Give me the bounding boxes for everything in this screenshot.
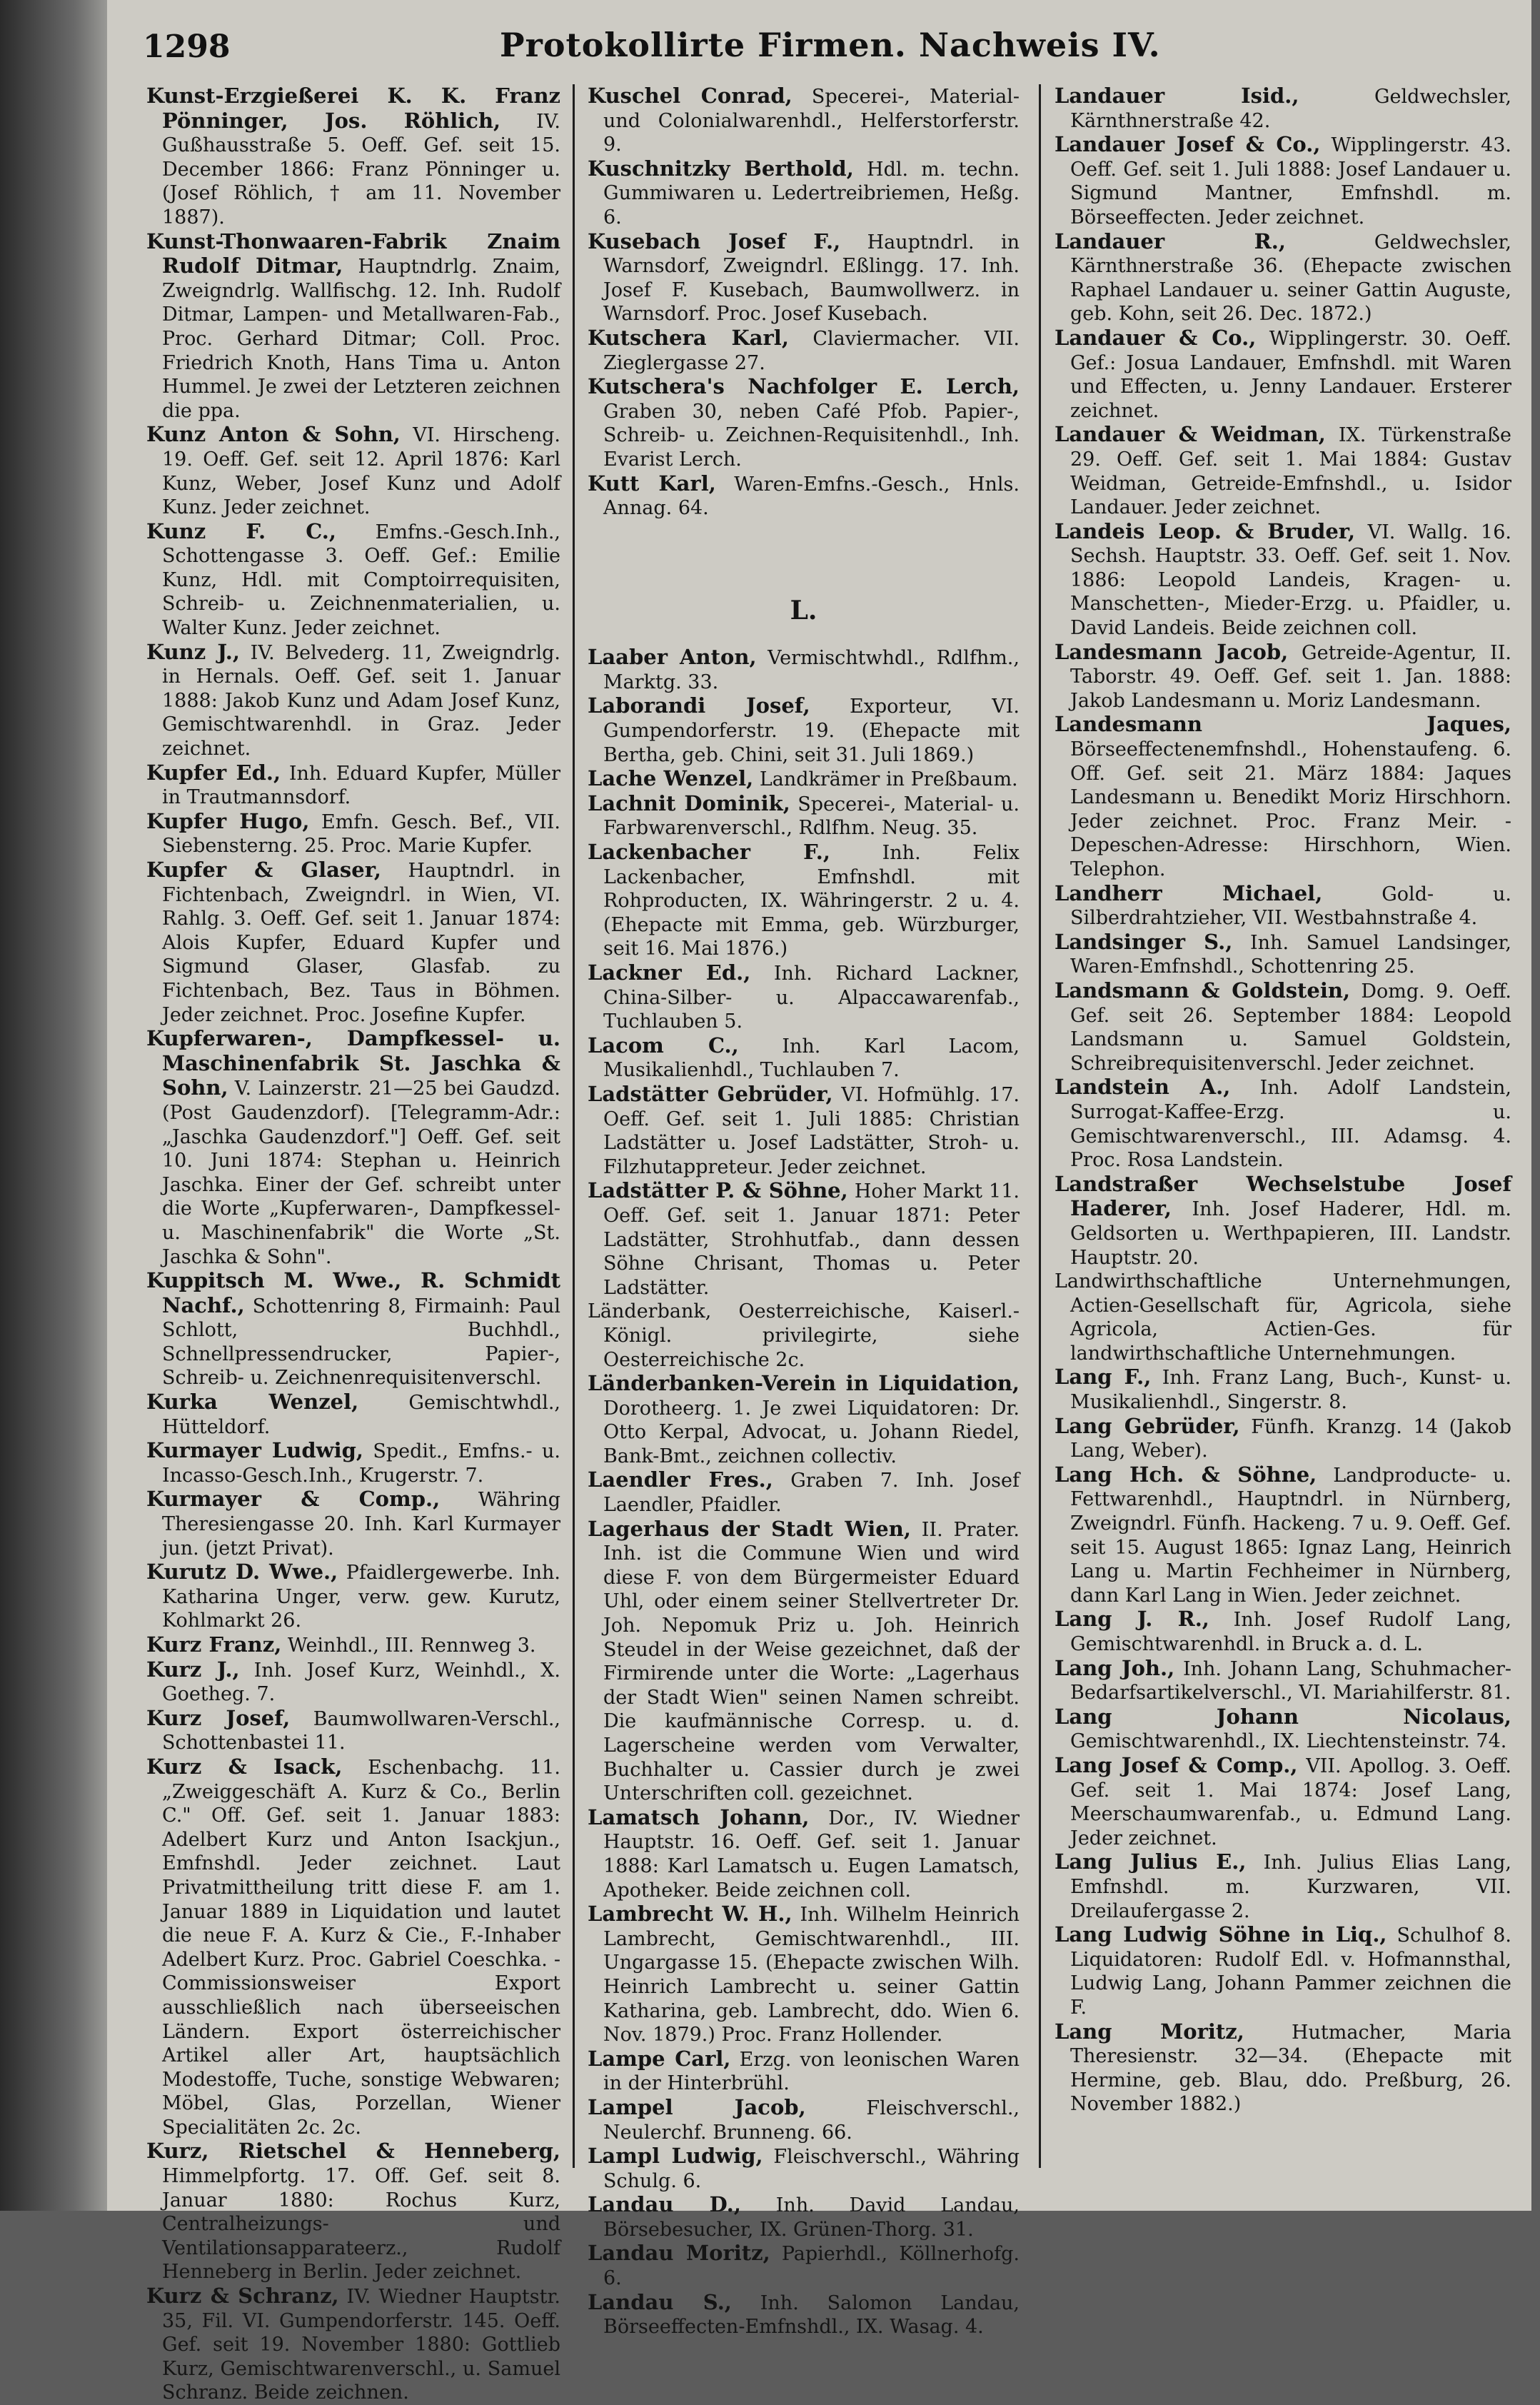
directory-entry [1055,1463,1511,1608]
directory-entry [1055,882,1511,930]
firm-name: Kunz F. C., [146,518,336,543]
entry-text: Inh. Josef Haderer, Hdl. m. Geldsorten u. Werthpapieren, III. Landstr. Hauptstr. 20. [1070,1198,1511,1269]
firm-name: Kurmayer & Comp., [146,1487,441,1512]
directory-entry [588,1902,1020,2047]
firm-name: Laaber Anton, [588,645,757,670]
firm-name: Ladstätter Gebrüder, [588,1081,833,1106]
firm-name: Lang J. R., [1055,1607,1209,1632]
entry-text: Inh. Adolf Landstein, Surrogat-Kaffee-Erzg. u. Gemischtwarenverschl., III. Adamsg. 4. Proc. Rosa Landstein. [1070,1077,1511,1172]
firm-name: Laborandi Josef, [588,693,810,718]
firm-name: Landesmann Jaques, [1055,712,1511,737]
entry-text: Inh. Eduard Kupfer, Müller in Trautmannsdorf. [162,762,560,809]
directory-entry [588,84,1020,157]
directory-entry [588,1806,1020,1902]
directory-entry [588,1300,1020,1372]
directory-entry [588,792,1020,840]
directory-entry [146,1390,560,1439]
directory-entry [588,157,1020,230]
entry-text: Spedit., Emfns.- u. Incasso-Gesch.Inh., Krugerstr. 7. [162,1440,560,1487]
entry-text: Fleischverschl., Neulerchf. Brunneng. 66. [603,2097,1020,2144]
column-1 [146,84,561,2404]
firm-name: Kurka Wenzel, [146,1390,359,1415]
firm-name: Kupferwaren-, Dampfkessel- u. Maschinenfabrik St. Jaschka & Sohn, [146,1026,560,1100]
directory-entry [1055,641,1511,713]
entry-text: Baumwollwaren-Verschl., Schottenbastei 11. [162,1707,560,1754]
firm-name: Lamatsch Johann, [588,1804,810,1829]
entry-text: Emfn. Gesch. Bef., VII. Siebensterng. 25. Proc. Marie Kupfer. [162,810,560,858]
directory-entry [588,2047,1020,2096]
firm-name: Ladstätter P. & Söhne, [588,1178,848,1203]
entry-text: Geldwechsler, Kärnthnerstraße 42. [1070,86,1511,132]
directory-entry [146,810,560,858]
firm-name: Lambrecht W. H., [588,1902,792,1927]
firm-name: Kurz & Schranz, [146,2284,339,2309]
directory-entry [1055,423,1511,519]
directory-entry [1055,1270,1511,1365]
firm-name: Kurmayer Ludwig, [146,1438,363,1463]
entry-text: Himmelpfortg. 17. Off. Gef. seit 8. Januar 1880: Rochus Kurz, Centralheizungs- und Ventilationsapparateerz., Rudolf Henneberg in Berlin. Jeder zeichnet. [162,2165,560,2284]
entry-text: Gold- u. Silberdrahtzieher, VII. Westbahnstraße 4. [1070,883,1511,930]
entry-text: Wipplingerstr. 43. Oeff. Gef. seit 1. Juli 1888: Josef Landauer u. Sigmund Mantner, Emfnshdl. m. Börseeffecten. Jeder zeichnet. [1070,134,1511,229]
firm-name: Kurz Franz, [146,1632,282,1657]
entry-text: Wipplingerstr. 30. Oeff. Gef.: Josua Landauer, Emfnshdl. mit Waren und Effecten, u. Jenny Landauer. Ersterer zeichnet. [1070,327,1511,422]
firm-name: Landau S., [588,2289,732,2314]
directory-entry [1055,1365,1511,1414]
firm-name: Landauer Isid., [1055,84,1299,108]
firm-name: Landeis Leop. & Bruder, [1055,518,1356,543]
directory-entry [1055,520,1511,641]
entry-text: Dorotheerg. 1. Je zwei Liquidatoren: Dr. Otto Kerpal, Advocat, u. Johann Riedel, Bank-Bmt., zeichnen collectiv. [603,1397,1020,1467]
directory-entry [146,1560,560,1633]
firm-name: Lache Wenzel, [588,766,754,791]
firm-name: Landsmann & Goldstein, [1055,978,1351,1003]
entry-text: Emfns.-Gesch.Inh., Schottengasse 3. Oeff. Gef.: Emilie Kunz, Hdl. mit Comptoirrequisiten, Schreib- u. Zeichnenmaterialien, u. Walter Kunz. Jeder zeichnet. [162,521,560,640]
directory-entry [146,858,560,1027]
directory-entry [146,1487,560,1560]
firm-name: Lang Moritz, [1055,2019,1244,2044]
firm-name: Kuschnitzky Berthold, [588,156,854,181]
firm-name: Kuppitsch M. Wwe., R. Schmidt Nachf., [146,1268,560,1317]
firm-name: Kupfer Ed., [146,760,281,785]
directory-entry [588,1372,1020,1468]
directory-entry [146,520,560,641]
entry-text: VI. Hirscheng. 19. Oeff. Gef. seit 12. April 1876: Karl Kunz, Weber, Josef Kunz und Adolf Kunz. Jeder zeichnet. [162,424,560,519]
firm-name: Landsinger S., [1055,929,1233,954]
directory-entry [146,84,560,230]
directory-entry [1055,979,1511,1075]
firm-name: Lang Gebrüder, [1055,1413,1240,1438]
entry-text: Währing Theresiengasse 20. Inh. Karl Kurmayer jun. (jetzt Privat). [162,1489,560,1560]
entry-text: Domg. 9. Oeff. Gef. seit 26. September 1884: Leopold Landsmann u. Samuel Goldstein, Schreibrequisitenverschl. Jeder zeichnet. [1070,980,1511,1075]
entry-text: Gemischtwarenhdl., IX. Liechtensteinstr. 74. [1070,1730,1507,1753]
directory-entry [1055,1754,1511,1850]
entry-text: Exporteur, VI. Gumpendorferstr. 19. (Ehepacte mit Bertha, geb. Chini, seit 31. Juli 1869.) [603,696,1020,766]
firm-name: Lachnit Dominik, [588,790,790,815]
directory-entry [588,472,1020,521]
firm-name: Lampel Jacob, [588,2094,806,2119]
entry-text: Inh. Johann Lang, Schuhmacher-Bedarfsartikelverschl., VI. Mariahilferstr. 81. [1070,1657,1511,1704]
firm-name: Lagerhaus der Stadt Wien, [588,1516,911,1541]
firm-name: Kunz Anton & Sohn, [146,422,401,447]
entry-text: Hoher Markt 11. Oeff. Gef. seit 1. Januar 1871: Peter Ladstätter, Strohhutfab., dann dessen Söhne Chrisant, Thomas u. Peter Ladstätter. [603,1180,1020,1299]
directory-entry [146,1439,560,1487]
entry-text: Erzg. von leonischen Waren in der Hinterbrühl. [603,2048,1020,2095]
firm-name: Lang Johann Nicolaus, [1055,1704,1511,1729]
directory-entry [588,1083,1020,1179]
firm-name: Kurutz D. Wwe., [146,1560,338,1585]
directory-entry [1055,1923,1511,2019]
entry-text: Waren-Emfns.-Gesch., Hnls. Annag. 64. [603,473,1020,520]
entry-text: Specerei-, Material- und Colonialwarenhdl., Helferstorferstr. 9. [603,86,1020,156]
directory-entry [588,694,1020,767]
column-2 [588,84,1020,2339]
directory-entry [588,2193,1020,2241]
firm-name: Kuschel Conrad, [588,84,792,108]
directory-entry [1055,84,1511,133]
firm-name: Landauer & Co., [1055,325,1257,350]
spacer [588,521,1020,571]
directory-entry [1055,230,1511,326]
firm-name: Lang Joh., [1055,1655,1175,1680]
directory-entry [588,961,1020,1034]
directory-entry [146,1269,560,1390]
entry-text: Schulhof 8. Liquidatoren: Rudolf Edl. v. Hofmannsthal, Ludwig Lang, Johann Pammer zeichnen die F. [1070,1924,1511,2019]
entry-text: Fünfh. Kranzg. 14 (Jakob Lang, Weber). [1070,1415,1511,1462]
directory-entry [1055,1850,1511,1923]
directory-entry [588,2291,1020,2339]
entry-text: Vermischtwhdl., Rdlfhm., Marktg. 33. [603,647,1020,693]
directory-entry [146,761,560,810]
entry-text: Inh. David Landau, Börsebesucher, IX. Grünen-Thorg. 31. [603,2194,1020,2241]
entry-text: Inh. Wilhelm Heinrich Lambrecht, Gemischtwarenhdl., III. Ungargasse 15. (Ehepacte zwischen Wilh. Heinrich Lambrecht u. seiner Gattin Katharina, geb. Lambrecht, ddo. Wien 6. Nov. 1879.) Proc. Franz Hollender. [603,1904,1020,2047]
column-3 [1055,84,1511,2189]
firm-name: Kunst-Thonwaaren-Fabrik Znaim Rudolf Ditmar, [146,229,560,278]
entry-text: Graben 7. Inh. Josef Laendler, Pfaidler. [603,1470,1020,1517]
page-number: 1298 [143,29,231,65]
entry-text: Specerei-, Material- u. Farbwarenverschl., Rdlfhm. Neug. 35. [603,793,1020,840]
directory-entry [146,641,560,761]
entry-text: VI. Hofmühlg. 17. Oeff. Gef. seit 1. Juli 1885: Christian Ladstätter u. Josef Ladstätter, Stroh- u. Filzhutappreteur. Jeder zeichnet. [603,1083,1020,1178]
firm-name: Länderbanken-Verein in Liquidation, [588,1371,1020,1396]
entry-text: Inh. Karl Lacom, Musikalienhdl., Tuchlauben 7. [603,1035,1020,1082]
section-letter: L. [790,595,817,626]
directory-entry [146,423,560,519]
firm-name: Kupfer & Glaser, [146,858,381,882]
firm-name: Landauer Josef & Co., [1055,132,1321,157]
firm-name: Lang Josef & Comp., [1055,1752,1298,1777]
directory-entry [1055,930,1511,979]
firm-name: Lang Ludwig Söhne in Liq., [1055,1922,1387,1947]
entry-text: Hauptndrlg. Znaim, Zweigndrlg. Wallfischg. 12. Inh. Rudolf Ditmar, Lampen- und Metallwaren-Fab., Proc. Gerhard Ditmar; Coll. Proc. Friedrich Knoth, Hans Tima u. Anton Hummel. Je zwei der Letzteren zeichnen die ppa. [162,256,560,422]
directory-entry [146,1755,560,2140]
entry-text: Weinhdl., III. Rennweg 3. [287,1635,536,1657]
firm-name: Lang F., [1055,1365,1152,1390]
entry-text: Hutmacher, Maria Theresienstr. 32—34. (Ehepacte mit Hermine, geb. Blau, ddo. Preßburg, 26. November 1882.) [1070,2021,1511,2116]
entry-text: Schottenring 8, Firmainh: Paul Schlott, Buchhdl., Schnellpressendrucker, Papier-, Schreib- u. Zeichnenrequisitenverschl. [162,1295,560,1390]
entry-text: Hauptndrl. in Warnsdorf, Zweigndrl. Eßlingg. 17. Inh. Josef F. Kusebach, Baumwollwerz. in Warnsdorf. Proc. Josef Kusebach. [603,231,1020,326]
entry-text: Claviermacher. VII. Zieglergasse 27. [603,327,1020,374]
page-title: Protokollirte Firmen. Nachweis IV. [500,26,1161,64]
entry-text: Graben 30, neben Café Pfob. Papier-, Schreib- u. Zeichnen-Requisitenhdl., Inh. Evarist Lerch. [603,400,1020,471]
directory-entry [146,1027,560,1269]
directory-entry [588,1517,1020,1806]
firm-name: Lang Hch. & Söhne, [1055,1462,1317,1487]
directory-entry [588,375,1020,471]
directory-entry [1055,1607,1511,1656]
directory-entry [1055,2020,1511,2117]
entry-text: II. Prater. Inh. ist die Commune Wien und wird diese F. von dem Bürgermeister Eduard Uhl, oder einem seiner Stellvertreter Dr. Joh. Nepomuk Priz u. Joh. Heinrich Steudel in der Weise gezeichnet, daß der Firmirende unter die Worte: „Lagerhaus der Stadt Wien" seinen Namen schreibt. Die kaufmännische Corresp. u. d. Lagerscheine werden vom Verwalter, Buchhalter u. Cassier durch je zwei Unterschriften coll. gezeichnet. [603,1518,1020,1805]
column-divider [573,84,575,2168]
firm-name: Kupfer Hugo, [146,808,310,833]
directory-entry [146,230,560,423]
column-divider [1039,84,1041,2168]
entry-text: Hdl. m. techn. Gummiwaren u. Ledertreibriemen, Heßg. 6. [603,158,1020,229]
firm-name: Kunz J., [146,639,240,664]
firm-name: Kurz J., [146,1657,240,1682]
entry-text: Dor., IV. Wiedner Hauptstr. 16. Oeff. Gef. seit 1. Januar 1888: Karl Lamatsch u. Eugen Lamatsch, Apotheker. Beide zeichnen coll. [603,1807,1020,1902]
entry-text: IV. Belvederg. 11, Zweigndrlg. in Hernals. Oeff. Gef. seit 1. Januar 1888: Jakob Kunz und Adam Josef Kunz, Gemischtwarenhdl. in Graz. Jeder zeichnet. [162,641,560,760]
firm-name: Landau Moritz, [588,2241,770,2266]
directory-entry [146,1633,560,1658]
entry-text: Pfaidlergewerbe. Inh. Katharina Unger, verw. gew. Kurutz, Kohlmarkt 26. [162,1562,560,1632]
directory-entry [1055,713,1511,881]
directory-entry [588,646,1020,694]
directory-entry [1055,133,1511,229]
directory-entry [1055,1705,1511,1754]
directory-entry [588,2241,1020,2290]
page-header [143,23,1510,73]
entry-text: Hauptndrl. in Fichtenbach, Zweigndrl. in Wien, VI. Rahlg. 3. Oeff. Gef. seit 1. Januar 1874: Alois Kupfer, Eduard Kupfer und Sigmund Glaser, Glasfab. zu Fichtenbach, Bez. Taus in Böhmen. Jeder zeichnet. Proc. Josefine Kupfer. [162,860,560,1026]
entry-text: IV. Gußhausstraße 5. Oeff. Gef. seit 15. December 1866: Franz Pönninger u. (Josef Röhlich, † am 11. November 1887). [162,110,560,229]
firm-name: Laendler Fres., [588,1467,773,1492]
entry-text: Landwirthschaftliche Unternehmungen, Actien-Gesellschaft für, Agricola, siehe Agricola, Actien-Ges. für landwirthschaftliche Unternehmungen. [1055,1270,1511,1365]
entry-text: Eschenbachg. 11. „Zweiggeschäft A. Kurz & Co., Berlin C." Off. Gef. seit 1. Januar 1883: Adelbert Kurz und Anton Isackjun., Emfnshdl. Jeder zeichnet. Laut Privatmittheilung tritt diese F. am 1. Januar 1889 in Liquidation und lautet die neue F. A. Kurz & Cie., F.-Inhaber Adelbert Kurz. Proc. Gabriel Coeschka. -Commissionsweiser Export ausschließlich nach überseeischen Ländern. Export österreichischer Artikel aller Art, hauptsächlich Modestoffe, Tuche, sonstige Webwaren; Möbel, Glas, Porzellan, Wiener Specialitäten 2c. 2c. [162,1756,560,2139]
entry-text: Inh. Samuel Landsinger, Waren-Emfnshdl., Schottenring 25. [1070,931,1511,978]
entry-text: Gemischtwhdl., Hütteldorf. [162,1392,560,1438]
directory-entry [1055,1075,1511,1172]
firm-name: Landau D., [588,2192,741,2217]
directory-entry [588,840,1020,961]
entry-text: Inh. Richard Lackner, China-Silber- u. Alpaccawarenfab., Tuchlauben 5. [603,963,1020,1033]
firm-name: Lampl Ludwig, [588,2144,763,2169]
entry-text: Inh. Josef Rudolf Lang, Gemischtwarenhdl. in Bruck a. d. L. [1070,1609,1511,1655]
directory-entry [588,1034,1020,1083]
entry-text: VII. Apollog. 3. Oeff. Gef. seit 1. Mai 1874: Josef Lang, Meerschaumwarenfab., u. Edmund Lang. Jeder zeichnet. [1070,1754,1511,1849]
directory-entry [1055,1415,1511,1463]
directory-entry [588,2144,1020,2193]
entry-text: Papierhdl., Köllnerhofg. 6. [603,2243,1020,2290]
firm-name: Kurz Josef, [146,1705,291,1730]
entry-text: Fleischverschl., Währing Schulg. 6. [603,2146,1020,2192]
entry-text: Inh. Josef Kurz, Weinhdl., X. Goetheg. 7. [162,1659,560,1706]
page-shadow-edge [0,0,107,2211]
entry-text: Getreide-Agentur, II. Taborstr. 49. Oeff. Gef. seit 1. Jan. 1888: Jakob Landesmann u. Moriz Landesmann. [1070,641,1511,712]
directory-entry [1055,1657,1511,1705]
firm-name: Lang Julius E., [1055,1849,1247,1874]
entry-text: Landkrämer in Preßbaum. [759,768,1018,791]
directory-entry [1055,1173,1511,1270]
entry-text: VI. Wallg. 16. Sechsh. Hauptstr. 33. Oeff. Gef. seit 1. Nov. 1886: Leopold Landeis, Kragen- u. Manschetten-, Mieder-Erzg. u. Pfaidler, u. David Landeis. Beide zeichnen coll. [1070,521,1511,640]
firm-name: Landstein A., [1055,1075,1231,1100]
firm-name: Kutschera Karl, [588,325,789,350]
directory-entry [146,1658,560,1707]
directory-entry [588,767,1020,792]
directory-entry [588,1179,1020,1300]
firm-name: Kurz & Isack, [146,1754,343,1779]
directory-page [107,0,1531,2404]
firm-name: Lacom C., [588,1033,739,1058]
directory-entry [588,230,1020,326]
firm-name: Kusebach Josef F., [588,229,841,253]
entry-text: Geldwechsler, Kärnthnerstraße 36. (Ehepacte zwischen Raphael Landauer u. seiner Gattin Auguste, geb. Kohn, seit 26. Dec. 1872.) [1070,231,1511,326]
firm-name: Lackner Ed., [588,960,751,985]
directory-entry [588,326,1020,375]
firm-name: Landherr Michael, [1055,880,1323,905]
firm-name: Kutt Karl, [588,471,716,496]
entry-text: IV. Wiedner Hauptstr. 35, Fil. VI. Gumpendorferstr. 145. Oeff. Gef. seit 19. November 1880: Gottlieb Kurz, Gemischtwarenverschl., u. Samuel Schranz. Beide zeichnen. [162,2286,560,2404]
entry-text: Inh. Franz Lang, Buch-, Kunst- u. Musikalienhdl., Singerstr. 8. [1070,1367,1511,1414]
entry-text: Inh. Salomon Landau, Börseeffecten-Emfnshdl., IX. Wasag. 4. [603,2291,1020,2339]
entry-text: IX. Türkenstraße 29. Oeff. Gef. seit 1. Mai 1884: Gustav Weidman, Getreide-Emfnshdl., u. Isidor Landauer. Jeder zeichnet. [1070,424,1511,519]
directory-entry [146,2284,560,2405]
firm-name: Landauer R., [1055,229,1286,253]
entry-text: V. Lainzerstr. 21—25 bei Gaudzd. (Post Gaudenzdorf). [Telegramm-Adr.: „Jaschka Gaudenzdorf."] Oeff. Gef. seit 10. Juni 1874: Stephan u. Heinrich Jaschka. Einer der Gef. schreibt unter die Worte „Kupferwaren-, Dampfkessel- u. Maschinenfabrik" die Worte „St. Jaschka & Sohn". [162,1078,561,1268]
directory-entry [588,1468,1020,1517]
directory-entry [1055,326,1511,423]
firm-name: Kurz, Rietschel & Henneberg, [146,2139,560,2164]
firm-name: Landstraßer Wechselstube Josef Haderer, [1055,1171,1511,1221]
directory-entry [146,2139,560,2284]
entry-text: Börseeffectenemfnshdl., Hohenstaufeng. 6. Off. Gef. seit 21. März 1884: Jaques Landesmann u. Benedikt Moriz Hirschhorn. Jeder zeichnet. Proc. Franz Meir. - Depeschen-Adresse: Hirschhorn, Wien. Telephon. [1070,738,1511,880]
directory-entry [146,1707,560,1755]
firm-name: Lackenbacher F., [588,840,830,865]
entry-text: Landproducte- u. Fettwarenhdl., Hauptndrl. in Nürnberg, Zweigndrl. Fünfh. Hackeng. 7 u. 9. Oeff. Gef. seit 15. August 1865: Ignaz Lang, Heinrich Lang u. Martin Fechheimer in Nürnberg, dann Karl Lang in Wien. Jeder zeichnet. [1070,1464,1511,1607]
directory-entry [588,2096,1020,2144]
firm-name: Kunst-Erzgießerei K. K. Franz Pönninger, Jos. Röhlich, [146,84,560,133]
entry-text: Länderbank, Oesterreichische, Kaiserl.-Königl. privilegirte, siehe Oesterreichische 2c. [588,1300,1020,1371]
entry-text: Inh. Felix Lackenbacher, Emfnshdl. mit Rohproducten, IX. Währingerstr. 2 u. 4. (Ehepacte mit Emma, geb. Würzburger, seit 16. Mai 1876.) [603,842,1020,960]
firm-name: Landesmann Jacob, [1055,639,1289,664]
firm-name: Lampe Carl, [588,2046,731,2071]
firm-name: Kutschera's Nachfolger E. Lerch, [588,374,1020,399]
entry-text: Inh. Julius Elias Lang, Emfnshdl. m. Kurzwaren, VII. Dreilaufergasse 2. [1070,1852,1511,1922]
firm-name: Landauer & Weidman, [1055,422,1326,447]
